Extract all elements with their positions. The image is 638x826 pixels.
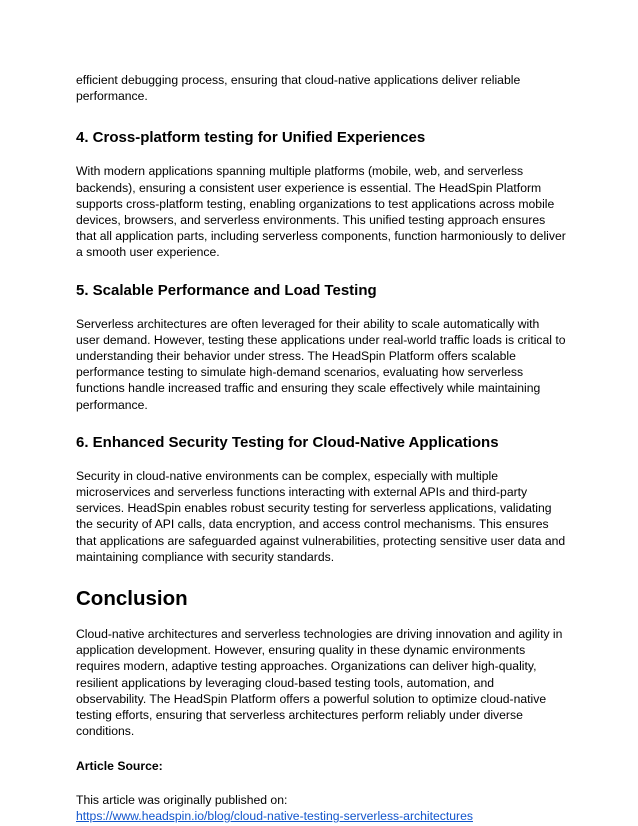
section-body: Serverless architectures are often leveraged for their ability to scale automatically with user demand. However, testing these applications under real-world traffic loads is critical to understanding their behavior under stress. The HeadSpin Platform offers scalable performance testing to simulate high-demand scenarios, evaluating how serverless functions handle increased traffic and ensuring they scale effectively while maintaining performance. bbox=[76, 316, 566, 412]
section-cross-platform bbox=[76, 128, 566, 260]
document-page bbox=[76, 72, 566, 824]
section-heading: 4. Cross-platform testing for Unified Experiences bbox=[76, 129, 426, 147]
section-body: With modern applications spanning multiple platforms (mobile, web, and serverless backends), ensuring a consistent user experience is essential. The HeadSpin Platform supports cross-platform testing, enabling organizations to test applications across mobile devices, browsers, and serverless environments. This unified testing approach ensures that all application parts, including serverless components, function harmoniously to deliver a smooth user experience. bbox=[76, 164, 566, 260]
article-source-link-line bbox=[76, 808, 566, 824]
section-security-testing bbox=[76, 433, 566, 565]
conclusion-section bbox=[76, 586, 566, 739]
section-heading: 6. Enhanced Security Testing for Cloud-Native Applications bbox=[76, 433, 499, 451]
article-source-link[interactable]: https://www.headspin.io/blog/cloud-native-testing-serverless-architectures bbox=[76, 808, 473, 823]
intro-continuation: efficient debugging process, ensuring that cloud-native applications deliver reliable performance. bbox=[76, 73, 521, 104]
article-source-text: This article was originally published on: bbox=[76, 792, 288, 807]
article-source bbox=[76, 758, 566, 824]
section-heading: 5. Scalable Performance and Load Testing bbox=[76, 281, 377, 299]
conclusion-body: Cloud-native architectures and serverless technologies are driving innovation and agility in application development. However, ensuring quality in these dynamic environments requires modern, adaptive testing approaches. Organizations can deliver high-quality, resilient applications by leveraging cloud-based testing tools, automation, and observability. The HeadSpin Platform offers a powerful solution to optimize cloud-native testing efforts, ensuring that serverless architectures perform reliably under diverse conditions. bbox=[76, 627, 563, 739]
section-body: Security in cloud-native environments can be complex, especially with multiple microservices and serverless functions interacting with external APIs and third-party services. HeadSpin enables robust security testing for serverless applications, validating the security of API calls, data encryption, and access control mechanisms. This ensures that applications are safeguarded against vulnerabilities, protecting sensitive user data and maintaining compliance with security standards. bbox=[76, 468, 566, 564]
section-scalable-performance bbox=[76, 281, 566, 413]
conclusion-heading: Conclusion bbox=[76, 587, 188, 611]
article-source-label: Article Source: bbox=[76, 759, 163, 774]
